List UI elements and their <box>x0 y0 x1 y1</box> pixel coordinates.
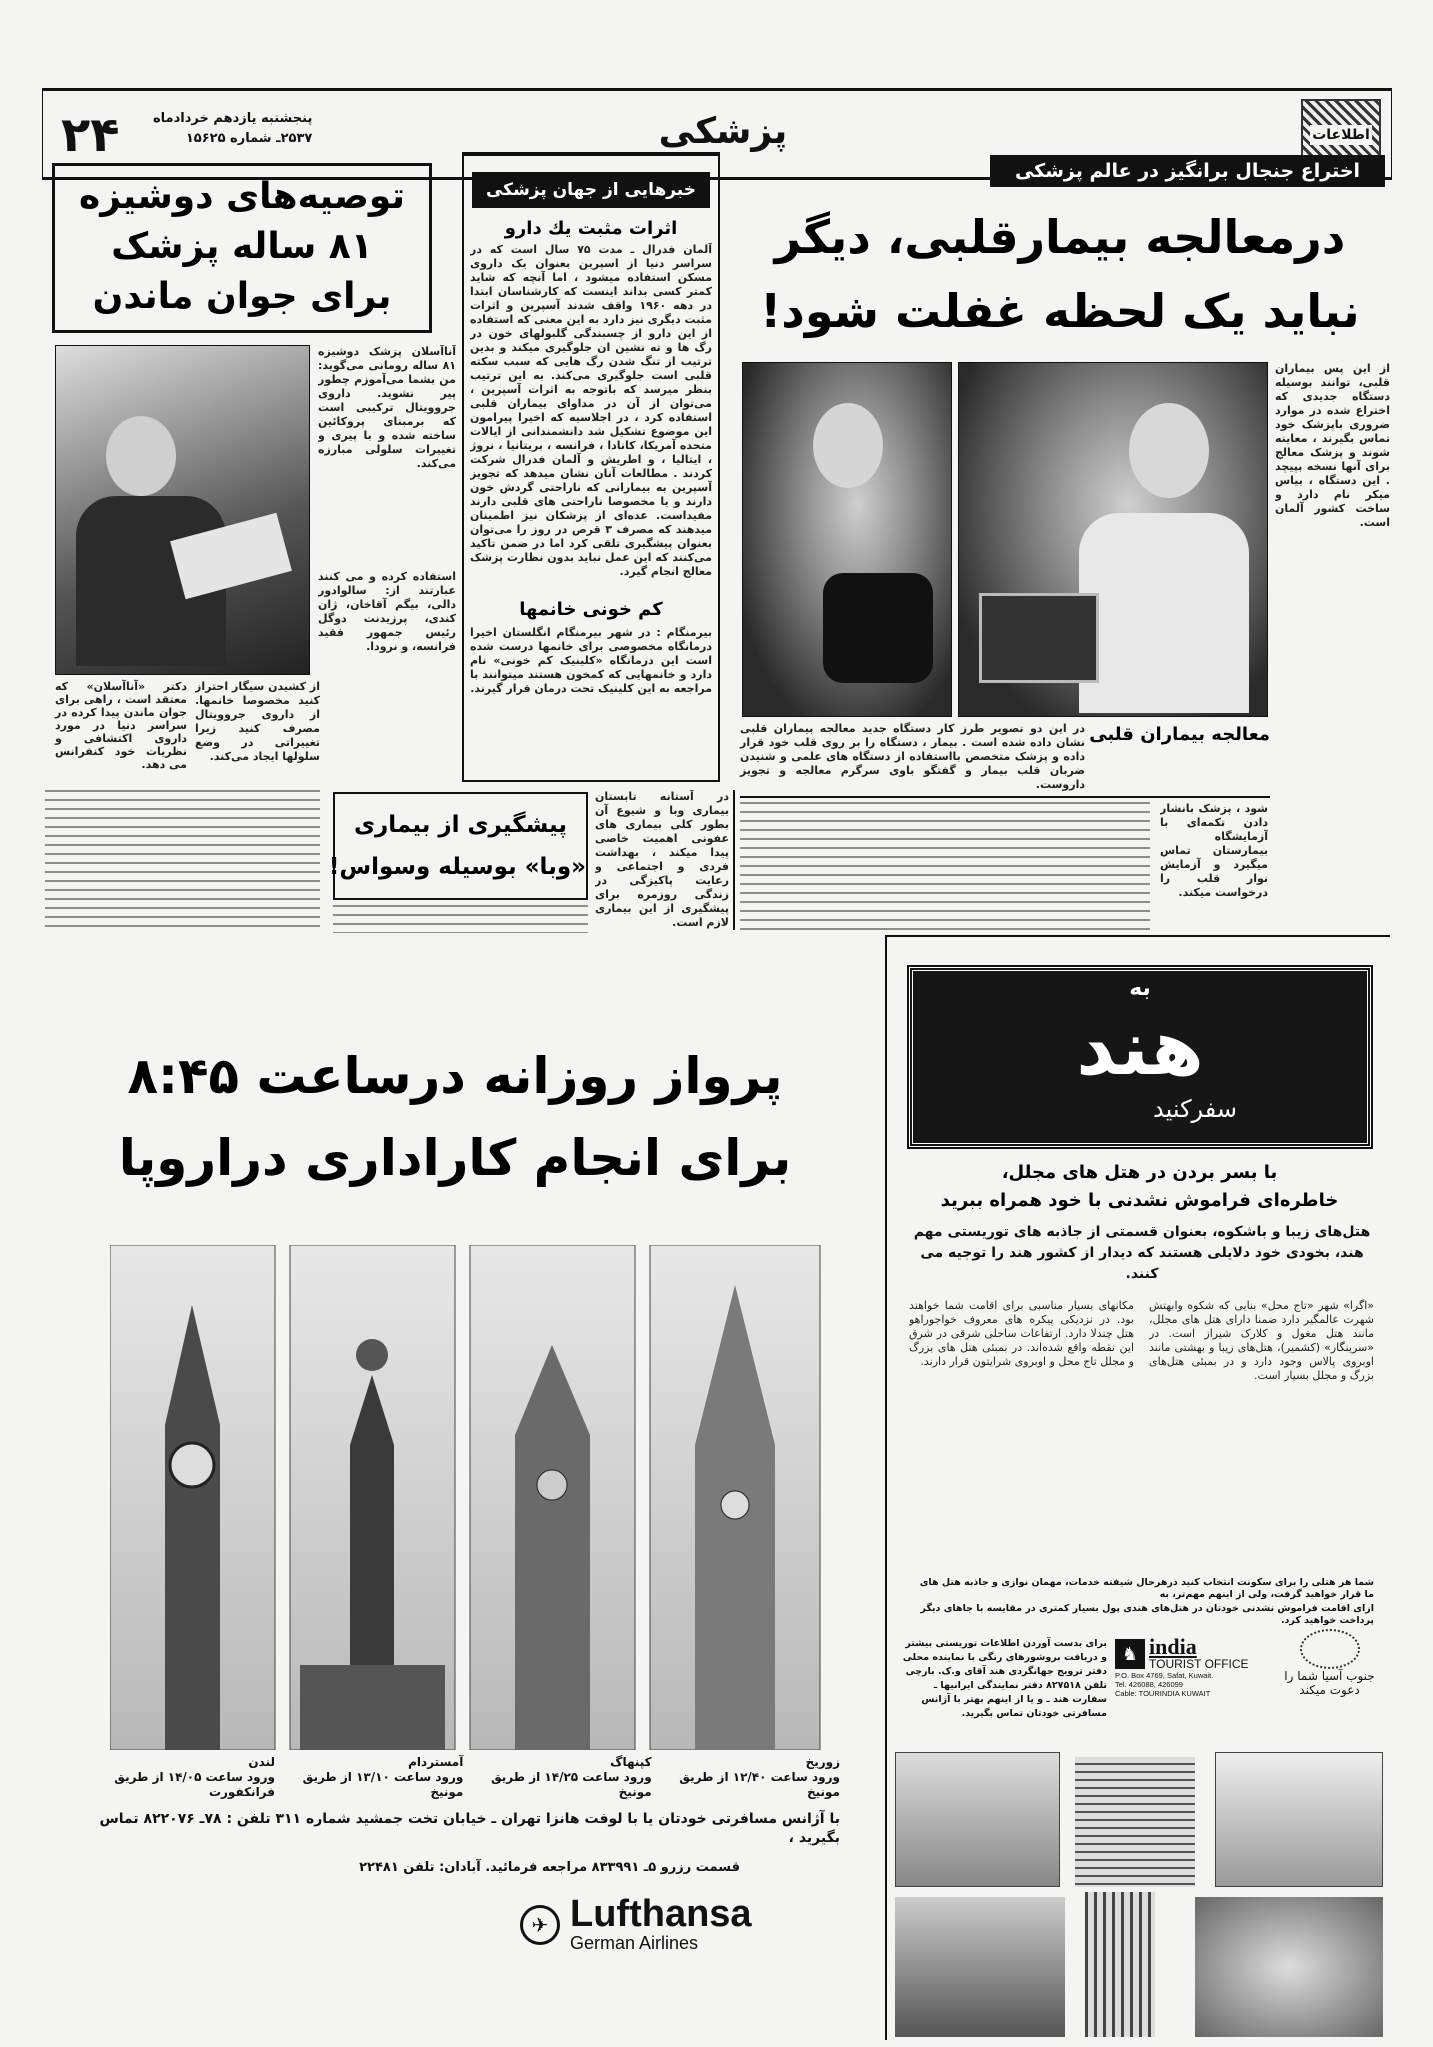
hotel-photo <box>1215 1752 1383 1887</box>
main-article-body: از این پس بیماران قلبی، توانند بوسیله دستگاه جدیدی که اختراع شده در موارد ضروری باپزشک خود تماس بگیرند ، معاینه شوند و پزشک معالج برای آنها نسخه بپیچد . این دستگاه ، بیاس میکر نام دارد و ساخت کشور آلمان است. <box>1275 362 1390 529</box>
doctor-phone-photo <box>958 362 1268 717</box>
india-tourist-office: ♞ india TOURIST OFFICE P.O. Box 4769, Safat, Kuwait. Tel. 426088, 426099 Cable: TOURINDIA KUWAIT <box>1115 1634 1249 1698</box>
india-title-block: به هند سفرکنید <box>909 967 1371 1147</box>
city-caption: زوریخ ورود ساعت ۱۲/۴۰ از طریق مونیخ <box>679 1755 840 1799</box>
left-article-headline-box <box>52 163 432 333</box>
left-article-body-3: استفاده کرده و می کنند عبارتند از: سالوادور دالی، بیگم آقاخان، ژان کندی، پرزیدنت دوگل رئیس جمهور فقید فرانسه، و نرودا. <box>318 570 456 653</box>
lufthansa-reservation: قسمت رزرو ۵ـ ۸۳۳۹۹۱ مراجعه فرمائید. آبادان: تلفن ۲۲۴۸۱ <box>359 1860 740 1875</box>
middle-article-body: آلمان فدرال ـ مدت ۷۵ سال است که در سراسر دنیا از اسپرین بعنوان یک داروی مسکن استفاده میشود ، اما آنچه که شاید کمتر کسی بداند اینست که کارشناسان ابتدا در دهه ۱۹۶۰ واقف شدند آسپرین و اثرات مثبت دیگری نیز دارد به این معنی که استفاده از این دارو از چسبندگی گلبولهای خون در رگ ها و ته نشین ان جلوگیری میکند و بدین ترتیب از تنگ شدن رگ هایی که سبب سکته قلبی است جلوگیری می‌کند. به این ترتیب بنظر میرسد که باتوجه به اثرات آسپرین ، می‌توان از آن در مداوای بیماران قلبی استفاده کرد ، در اجلاسیه که اخیرا پیرامون این موضوع تشکیل شد دانشمندانی از ایالات متحده آمریکا، کانادا ، فرانسه ، بریتانیا ، نروژ ، ایتالیا ، و اطریش و آلمان فدرال شرکت کردند . مطالعات آنان نشان میدهد که تجویز آسپرین به بیمارانی که ناراحتی گردش خون دارند و یا مخصوصا ناراحتی های قلبی دارند مفیداست. عده‌ای از پزشکان نیز اطمینان میدهند که مصرف ۳ قرص در روز را می‌توان بعنوان پیشگیری تلقی کرد اما در ضمن تاکید می‌کنند که این عمل نباید بدون نظارت پزشک معالج انجام گیرد. <box>470 243 712 578</box>
india-column-right: «اگرا» شهر «تاج محل» بنایی که شکوه وابهتش شهرت عالمگیر دارد ضمنا دارای هتل های مجلل، مانند هتل مغول و کلارک شیراز است. در «سرینگار» (کشمیر)، هتل‌های زیبا و بهشتی مانند اوبروی پالاس وجود دارد و در بمبئی هتل‌های بزرگ و مجلل بسیار است. <box>1149 1299 1374 1382</box>
doctor-aslan-photo <box>55 345 310 675</box>
hotel-photo <box>1075 1757 1195 1887</box>
middle-article-subhead: کم خونی خانمها <box>519 599 663 620</box>
middle-article-kicker: خبرهایی از جهان پزشکی <box>472 172 710 208</box>
elephant-logo-icon: ♞ <box>1115 1639 1145 1669</box>
issue-date: پنجشنبه یازدهم خردادماه ۲۵۳۷ـ شماره ۱۵۶۲۵ <box>153 111 313 146</box>
cholera-article-headline-box: پیشگیری از بیماری «وبا» بوسیله وسواس! <box>333 792 588 900</box>
hotel-photo <box>1195 1897 1383 2037</box>
india-note-2: ازای اقامت فراموش نشدنی خودتان در هتل‌های هندی پول بسیار کمتری در مقایسه با جاهای دیگر پرداخت خواهید کرد. <box>920 1603 1374 1626</box>
asia-invite: جنوب آسیا شما را دعوت میکند <box>1272 1629 1387 1697</box>
city-photos <box>110 1245 830 1750</box>
main-article-caption-title: معالجه بیماران قلبی <box>1089 724 1270 745</box>
page-number: ۲۴ <box>61 107 120 163</box>
amsterdam-tower-photo <box>290 1245 455 1750</box>
cholera-article-body: در آستانه تابستان بیماری وبا و شیوع آن بطور کلی بیماری های عفونی اهمیت خاصی پیدا میکند ، بهداشت فردی و اجتماعی و رعایت پاکیزگی در زندگی روزمره برای پیشگیری از این بیماری لازم است. <box>595 790 735 930</box>
city-caption: آمستردام ورود ساعت ۱۳/۱۰ از طریق مونیخ <box>302 1755 464 1799</box>
cholera-article-under-box <box>333 905 588 933</box>
india-intro: هتل‌های زیبا و باشکوه، بعنوان قسمتی از جاذبه های توریستی مهم هند، بخودی خود دلایلی هستند که دیدار از کشور هند را توجیه می کنند. <box>913 1224 1371 1282</box>
india-info: برای بدست آوردن اطلاعات توریستی بیشتر و دریافت بروشورهای رنگی با نماینده محلی دفتر ترویج جهانگردی هند آقای و.ک. بارچی تلفن ۸۲۷۵۱۸ دفتر نمایندگی ایرانیها ـ سفارت هند ـ و یا از اینهم بهتر با آژانس مسافرتی خودتان تماس بگیرید. <box>902 1638 1107 1719</box>
lufthansa-contact: با آژانس مسافرتی خودتان یا با لوفت هانزا تهران ـ خیابان تخت جمشید شماره ۳۱۱ تلفن : ۷۸ـ ۸۲۲۰۷۶ تماس بگیرید ، <box>99 1811 840 1846</box>
lufthansa-ad <box>40 960 870 2040</box>
crane-icon: ✈ <box>520 1905 560 1945</box>
patient-phone-photo <box>742 362 952 717</box>
india-notes <box>909 1577 1374 1627</box>
hotel-photo <box>895 1897 1065 2037</box>
city-caption: لندن ورود ساعت ۱۴/۰۵ از طریق فرانکفورت <box>114 1755 275 1799</box>
india-subtitle: با بسر بردن در هتل های مجلل، خاطره‌ای فراموش نشدنی با خود همراه ببرید <box>940 1162 1339 1211</box>
hotel-photo <box>1085 1892 1155 2037</box>
lufthansa-logo: ✈ Lufthansa German Airlines <box>520 1895 752 1954</box>
middle-article-body-2: بیرمنگام : در شهر بیرمنگام انگلستان اخیرا درمانگاه مخصوصی برای خانمها درست شده است این درمانگاه «کلینیک کم خونی» نام دارد و خانمهایی که کمخون هستند میتوانند با مراجعه به این کلینیک تحت درمان قرار گیرند. <box>470 626 712 695</box>
london-big-ben-photo <box>110 1245 275 1750</box>
divider <box>740 796 1270 798</box>
city-caption: کپنهاگ ورود ساعت ۱۴/۲۵ از طریق مونیخ <box>490 1755 652 1799</box>
main-article-kicker: اختراع جنجال برانگیز در عالم پزشکی <box>990 155 1385 187</box>
middle-article-title: اثرات مثبت یك دارو <box>504 218 678 239</box>
main-article-headline: درمعالجه بیمارقلبی، دیگر نباید یک لحظه غفلت شود! <box>760 210 1360 338</box>
left-article-caption: دکتر «آناآسلان» که معتقد است ، راهی برای جوان ماندن پیدا کرده در سراسر دنیا در مورد داروی اکتشافی و نظریات خود کنفرانس می دهد. <box>55 680 187 771</box>
cholera-article-left-columns <box>45 790 320 930</box>
main-article-caption: در این دو تصویر طرز کار دستگاه جدید معالجه بیماران قلبی نشان داده شده است . بیمار ، دستگاه را بر روی قلب خود قرار داده و پزشک متخصص بااستفاده از دستگاه های علمی و شنیدن ضربان قلب بیمار و گفتگو باوی سرگرم معالجه و تجویز داروست. <box>740 722 1085 791</box>
zurich-church-photo <box>650 1245 820 1750</box>
newspaper-logo: اطلاعات <box>1301 99 1381 171</box>
lufthansa-headline: پرواز روزانه درساعت ۸:۴۵ برای انجام کاراداری دراروپا <box>118 1047 792 1187</box>
left-article-headline: توصیه‌های دوشیزه ۸۱ ساله پزشک برای جوان ماندن <box>78 176 405 317</box>
left-article-body-2: از کشیدن سیگار احتراز کنید مخصوصا خانمها. از داروی جروویتال مصرف کنید زیرا تغییراتی در وضع سلولها ایجاد می‌کند. <box>195 680 320 763</box>
main-article-body-2: شود ، پزشک بانشار دادن تکمه‌ای با آزمایشگاه بیمارستان تماس میگیرد و آزمایش نوار قلب را درخواست میکند. <box>1160 802 1268 899</box>
hotel-photo <box>895 1752 1060 1887</box>
middle-article <box>462 152 720 782</box>
section-title: پزشکی <box>658 111 788 152</box>
main-article-columns <box>740 802 1150 930</box>
copenhagen-tower-photo <box>470 1245 635 1750</box>
flower-logo-icon <box>1300 1629 1360 1669</box>
city-captions <box>100 1755 840 1800</box>
india-note-1: شما هر هتلی را برای سکونت انتخاب کنید درهرحال شیفته خدمات، مهمان نوازی و جاذبه هتل های ما قرار خواهید گرفت، ولی از اینهم مهم‌تر، به <box>919 1577 1374 1600</box>
india-column-left: مکانهای بسیار مناسبی برای اقامت شما خواهند بود. در نزدیکی پیکره های معروف خواجوراهو هتل چندلا دارد. ارتفاعات ساحلی شرقی در شرق این نقطه واقع شده‌اند. در بمبئی هتل های بزرگ و مجلل تاج محل و اوبروی شرایتون قرار دارند. <box>909 1299 1134 1368</box>
left-article-body: آناآسلان پزشک دوشیزه ۸۱ ساله رومانی می‌گوید: من بشما می‌آموزم چطور پیر نشوید. داروی جروویتال ترکیبی است که برمبنای پروکائین ساخته شده و با پیری و تغییرات سلولی مبارزه می‌کند. <box>318 345 456 470</box>
india-ad <box>885 935 1390 2040</box>
hotel-photos <box>895 1752 1385 2037</box>
